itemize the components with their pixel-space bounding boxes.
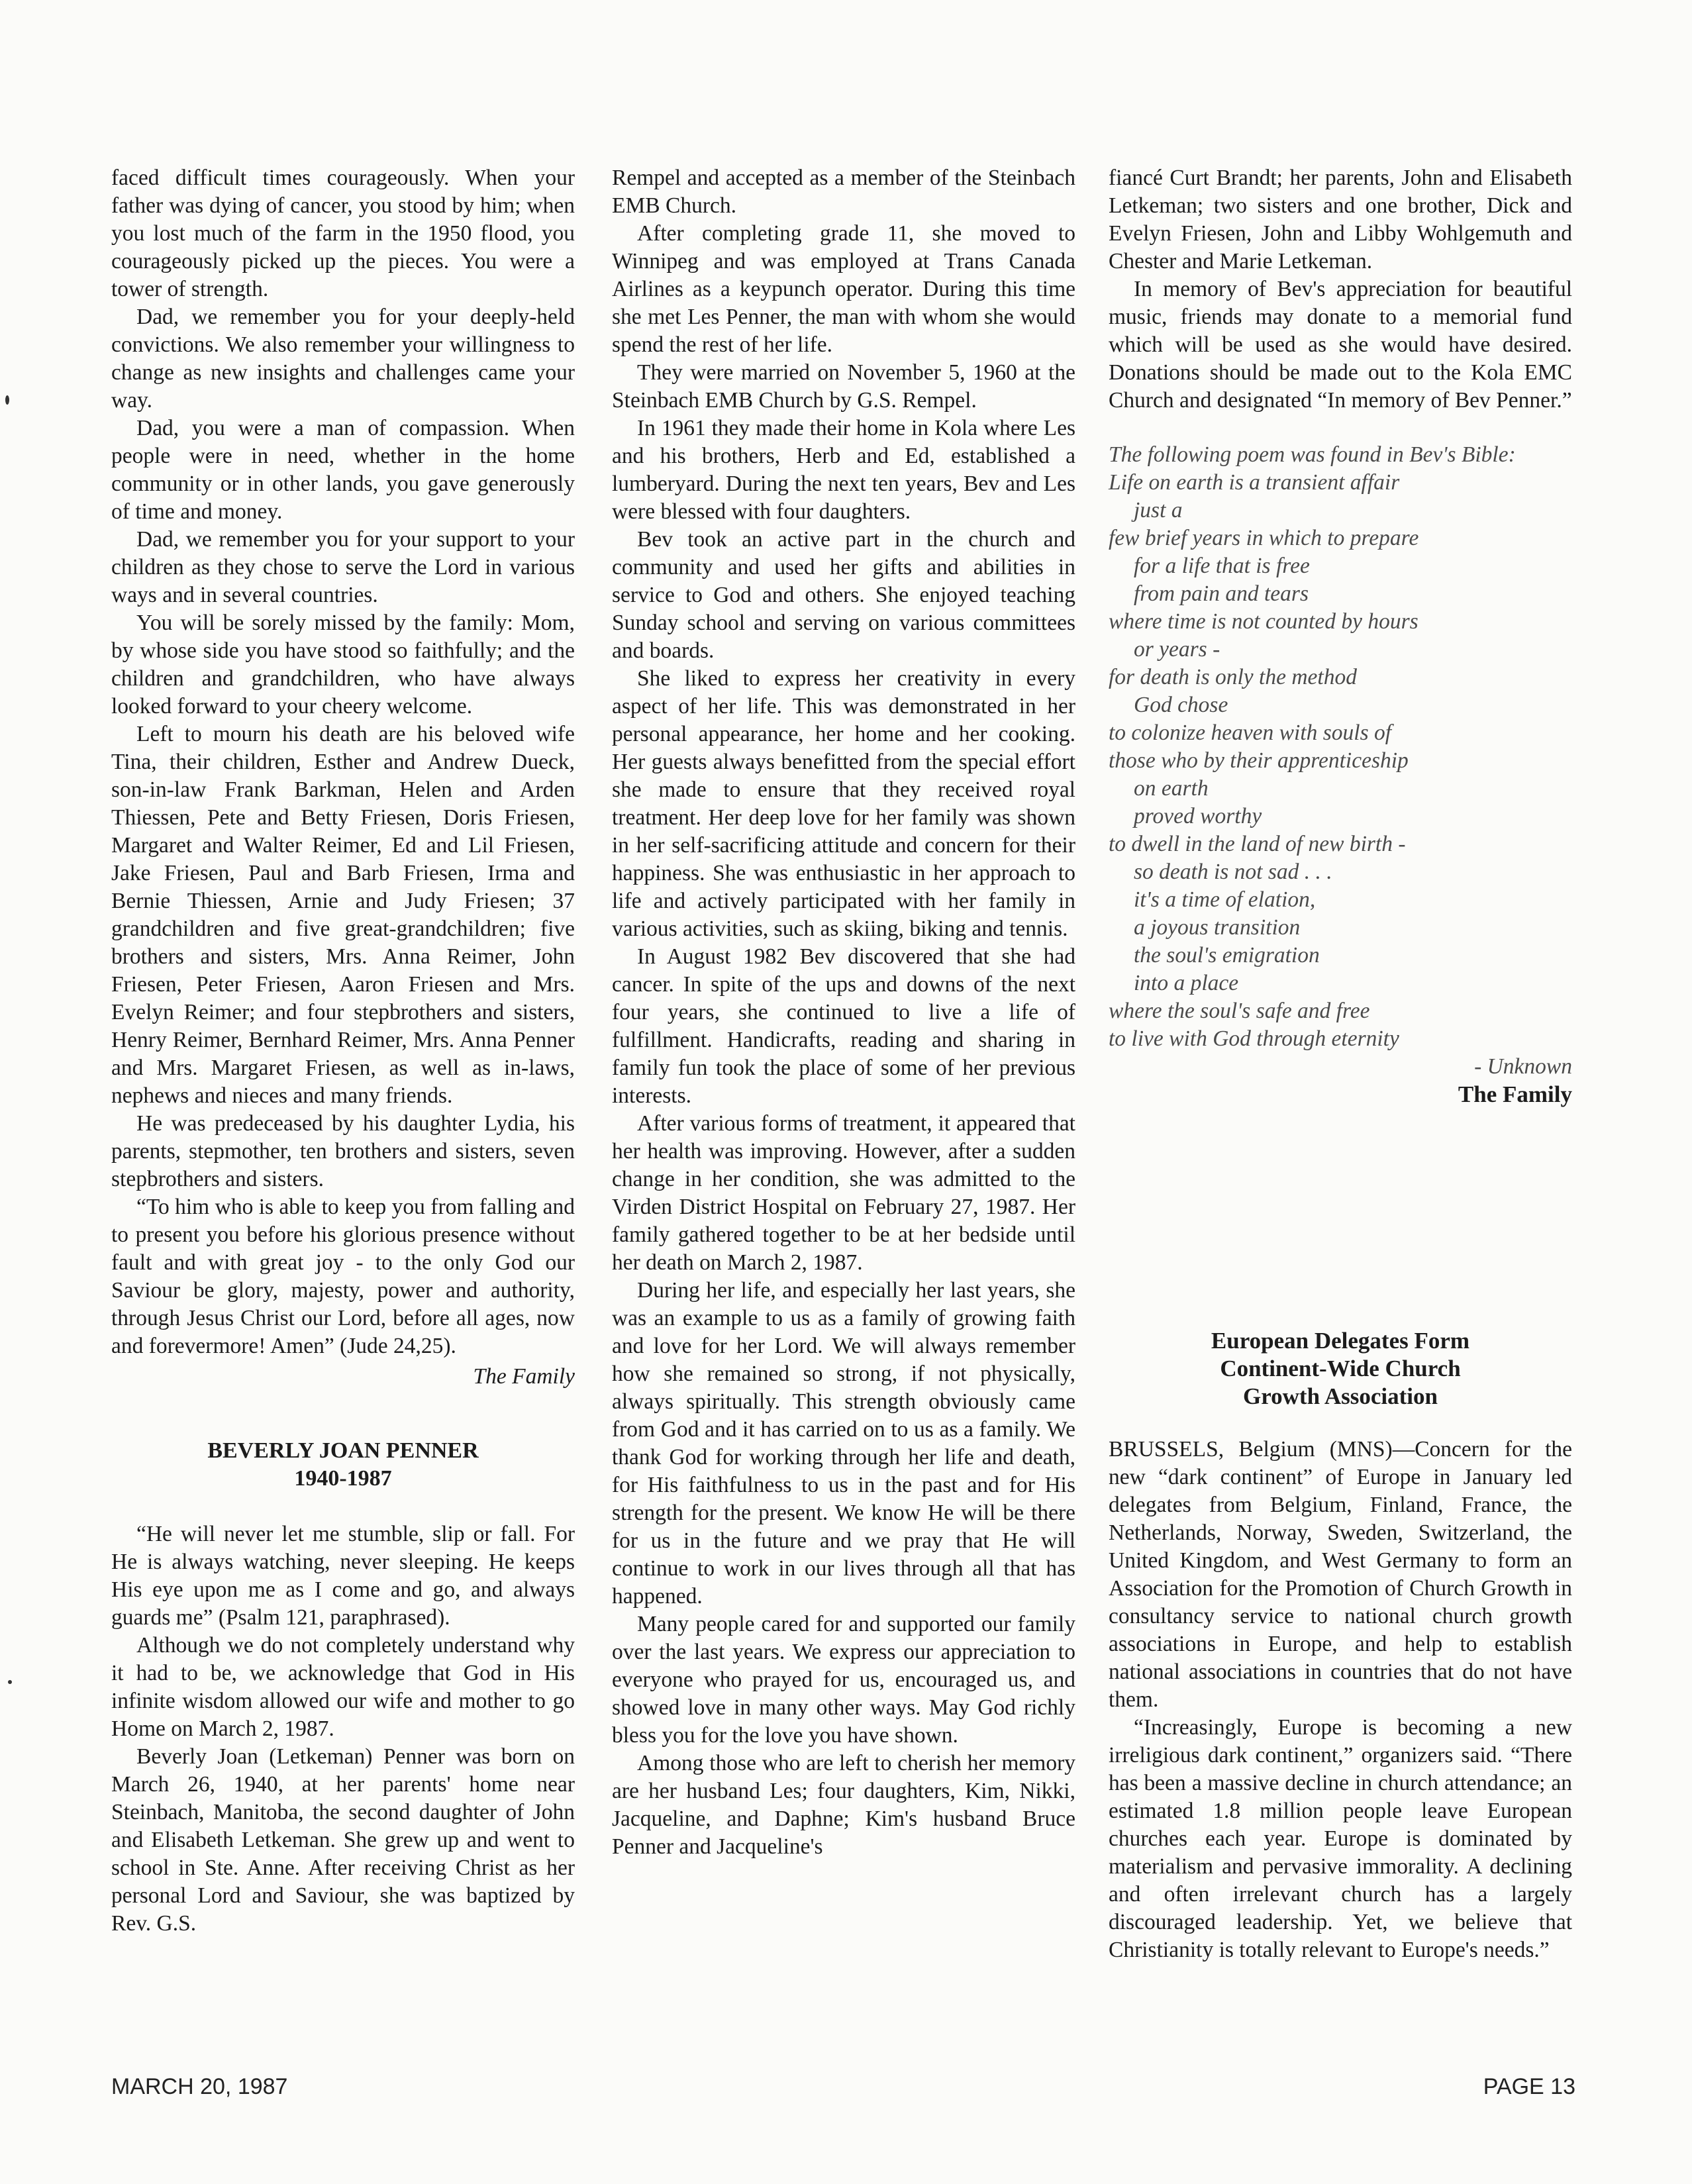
paragraph: Although we do not completely understand why it had to be, we acknowledge that God in His infinite wisdom allowed our wife and mother to go Home on March 2, 1987. bbox=[111, 1633, 575, 1741]
poem-line: few brief years in which to prepare bbox=[1109, 526, 1419, 550]
poem-line: just a bbox=[1134, 498, 1183, 522]
poem-line: where the soul's safe and free bbox=[1109, 999, 1370, 1023]
obituary-years: 1940-1987 bbox=[294, 1466, 392, 1491]
poem-line: proved worthy bbox=[1134, 804, 1262, 828]
obituary-signature: The Family bbox=[1458, 1081, 1572, 1107]
paragraph: During her life, and especially her last years, she was an example to us as a family of growing faith and love for her Lord. We will always remember how she remained so strong, if not physically, always spiritually. This strength obviously came from God and it has carried on to us as a family. We thank God for working through her life and death, for His faithfulness to us in the past and for His strength for the present. We know He will be there for us in the future and we pray that He will continue to work in our lives through all that has happened. bbox=[612, 1278, 1075, 1609]
footer-page-number: PAGE 13 bbox=[1483, 2074, 1575, 2099]
paragraph: Beverly Joan (Letkeman) Penner was born on March 26, 1940, at her parents' home near Steinbach, Manitoba, the second daughter of John and Elisabeth Letkeman. She grew up and went to school in Ste. Anne. After receiving Christ as her personal Lord and Saviour, she was baptized by Rev. G.S. bbox=[111, 1744, 575, 1936]
paragraph: “Increasingly, Europe is becoming a new irreligious dark continent,” organizers said. “There has been a massive decline in church attendance; an estimated 1.8 million people leave European churches each year. Europe is dominated by materialism and pervasive immorality. A declining and often irrelevant church has a largely discouraged leadership. Yet, we believe that Christianity is totally relevant to Europe's needs.” bbox=[1109, 1715, 1572, 1962]
footer-date: MARCH 20, 1987 bbox=[111, 2074, 288, 2099]
paragraph: Dad, you were a man of compassion. When people were in need, whether in the home community or in other lands, you gave generously of time and money. bbox=[111, 416, 575, 524]
poem bbox=[1109, 441, 1572, 1081]
poem-line: the soul's emigration bbox=[1134, 943, 1320, 968]
paragraph: fiancé Curt Brandt; her parents, John and Elisabeth Letkeman; two sisters and one brother, Dick and Evelyn Friesen, John and Libby Wohlgemuth and Chester and Marie Letkeman. bbox=[1109, 166, 1572, 273]
column-right bbox=[1109, 164, 1572, 1964]
poem-line: to live with God through eternity bbox=[1109, 1026, 1399, 1051]
poem-line: for a life that is free bbox=[1134, 554, 1310, 578]
poem-line: so death is not sad . . . bbox=[1134, 860, 1332, 884]
obituary-heading bbox=[111, 1437, 575, 1493]
obituary-signature: The Family bbox=[473, 1364, 575, 1389]
paragraph: She liked to express her creativity in every aspect of her life. This was demonstrated in her personal appearance, her home and her cooking. Her guests always benefitted from the special effort she made to ensure that they received royal treatment. Her deep love for her family was shown in her self-sacrificing attitude and concern for their happiness. She was enthusiastic in her approach to life and actively participated with her family in various activities, such as skiing, biking and tennis. bbox=[612, 666, 1075, 941]
obituary-name: BEVERLY JOAN PENNER bbox=[207, 1438, 479, 1463]
paragraph: After various forms of treatment, it appeared that her health was improving. However, after a sudden change in her condition, she was admitted to the Virden District Hospital on February 27, 1987. Her family gathered together to be at her bedside until her death on March 2, 1987. bbox=[612, 1111, 1075, 1275]
paragraph: They were married on November 5, 1960 at the Steinbach EMB Church by G.S. Rempel. bbox=[612, 360, 1075, 413]
article-title-line: Growth Association bbox=[1243, 1383, 1438, 1409]
poem-credit: - Unknown bbox=[1474, 1054, 1572, 1079]
poem-line: where time is not counted by hours bbox=[1109, 609, 1418, 634]
column-middle bbox=[612, 164, 1075, 1861]
paragraph: Among those who are left to cherish her memory are her husband Les; four daughters, Kim, Nikki, Jacqueline, and Daphne; Kim's husband Bruce Penner and Jacqueline's bbox=[612, 1751, 1075, 1859]
poem-line: a joyous transition bbox=[1134, 915, 1301, 940]
poem-line: into a place bbox=[1134, 971, 1239, 995]
paragraph: He was predeceased by his daughter Lydia, his parents, stepmother, ten brothers and sisters, seven stepbrothers and sisters. bbox=[111, 1111, 575, 1191]
paragraph: In 1961 they made their home in Kola where Les and his brothers, Herb and Ed, established a lumberyard. During the next ten years, Bev and Les were blessed with four daughters. bbox=[612, 416, 1075, 524]
poem-line: for death is only the method bbox=[1109, 665, 1357, 689]
article-title-line: European Delegates Form bbox=[1211, 1328, 1470, 1354]
paragraph: Many people cared for and supported our family over the last years. We express our appreciation to everyone who prayed for us, encouraged us, and showed love in many other ways. May God richly bless you for the love you have shown. bbox=[612, 1612, 1075, 1748]
paragraph: “He will never let me stumble, slip or fall. For He is always watching, never sleeping. He keeps His eye upon me as I come and go, and always guards me” (Psalm 121, paraphrased). bbox=[111, 1522, 575, 1630]
paragraph: Rempel and accepted as a member of the Steinbach EMB Church. bbox=[612, 166, 1075, 218]
column-left bbox=[111, 164, 575, 1938]
poem-line: or years - bbox=[1134, 637, 1220, 662]
paragraph: In memory of Bev's appreciation for beautiful music, friends may donate to a memorial fund which will be used as she would have desired. Donations should be made out to the Kola EMC Church and designated “In memory of Bev Penner.” bbox=[1109, 277, 1572, 413]
poem-line: those who by their apprenticeship bbox=[1109, 748, 1409, 773]
paragraph: faced difficult times courageously. When your father was dying of cancer, you stood by him; when you lost much of the farm in the 1950 flood, you courageously picked up the pieces. You were a tower of strength. bbox=[111, 166, 575, 301]
article-title bbox=[1109, 1327, 1572, 1411]
margin-mark bbox=[5, 395, 9, 405]
paragraph: BRUSSELS, Belgium (MNS)—Concern for the new “dark continent” of Europe in January led delegates from Belgium, Finland, France, the Netherlands, Norway, Sweden, Switzerland, the United Kingdom, and West Germany to form an Association for the Promotion of Church Growth in consultancy service to national church growth associations in Europe, and help to establish national associations in countries that do not have them. bbox=[1109, 1437, 1572, 1712]
paragraph: In August 1982 Bev discovered that she had cancer. In spite of the ups and downs of the next four years, she continued to live a life of fulfillment. Handicrafts, reading and sharing in family fun took the place of some of her previous interests. bbox=[612, 944, 1075, 1108]
margin-mark bbox=[8, 1680, 12, 1684]
paragraph: After completing grade 11, she moved to Winnipeg and was employed at Trans Canada Airlines as a keypunch operator. During this time she met Les Penner, the man with whom she would spend the rest of her life. bbox=[612, 221, 1075, 357]
poem-line: Life on earth is a transient affair bbox=[1109, 470, 1400, 495]
paragraph: Bev took an active part in the church and community and used her gifts and abilities in service to God and others. She enjoyed teaching Sunday school and serving on various committees and boards. bbox=[612, 527, 1075, 663]
paragraph: Left to mourn his death are his beloved wife Tina, their children, Esther and Andrew Dueck, son-in-law Frank Barkman, Helen and Arden Thiessen, Pete and Betty Friesen, Doris Friesen, Margaret and Walter Reimer, Ed and Lil Friesen, Jake Friesen, Paul and Barb Friesen, Irma and Bernie Thiessen, Arnie and Judy Friesen; 37 grandchildren and five great-grandchildren; five brothers and sisters, Mrs. Anna Reimer, John Friesen, Peter Friesen, Aaron Friesen and Mrs. Evelyn Reimer; and four stepbrothers and sisters, Henry Reimer, Bernhard Reimer, Mrs. Anna Penner and Mrs. Margaret Friesen, as well as in-laws, nephews and nieces and many friends. bbox=[111, 722, 575, 1108]
paragraph: Dad, we remember you for your deeply-held convictions. We also remember your willingness to change as new insights and challenges came your way. bbox=[111, 305, 575, 413]
article-title-line: Continent-Wide Church bbox=[1220, 1356, 1461, 1381]
poem-line: to dwell in the land of new birth - bbox=[1109, 832, 1406, 856]
poem-intro: The following poem was found in Bev's Bible: bbox=[1109, 442, 1516, 467]
poem-line: to colonize heaven with souls of bbox=[1109, 720, 1392, 745]
poem-line: it's a time of elation, bbox=[1134, 887, 1316, 912]
poem-line: God chose bbox=[1134, 693, 1228, 717]
poem-line: on earth bbox=[1134, 776, 1209, 801]
poem-line: from pain and tears bbox=[1134, 581, 1309, 606]
paragraph: “To him who is able to keep you from falling and to present you before his glorious presence without fault and with great joy - to the only God our Saviour be glory, majesty, power and authority, through Jesus Christ our Lord, before all ages, now and forevermore! Amen” (Jude 24,25). bbox=[111, 1195, 575, 1358]
paragraph: Dad, we remember you for your support to your children as they chose to serve the Lord in various ways and in several countries. bbox=[111, 527, 575, 607]
paragraph: You will be sorely missed by the family: Mom, by whose side you have stood so faithfully; and the children and grandchildren, who have always looked forward to your cheery welcome. bbox=[111, 611, 575, 719]
